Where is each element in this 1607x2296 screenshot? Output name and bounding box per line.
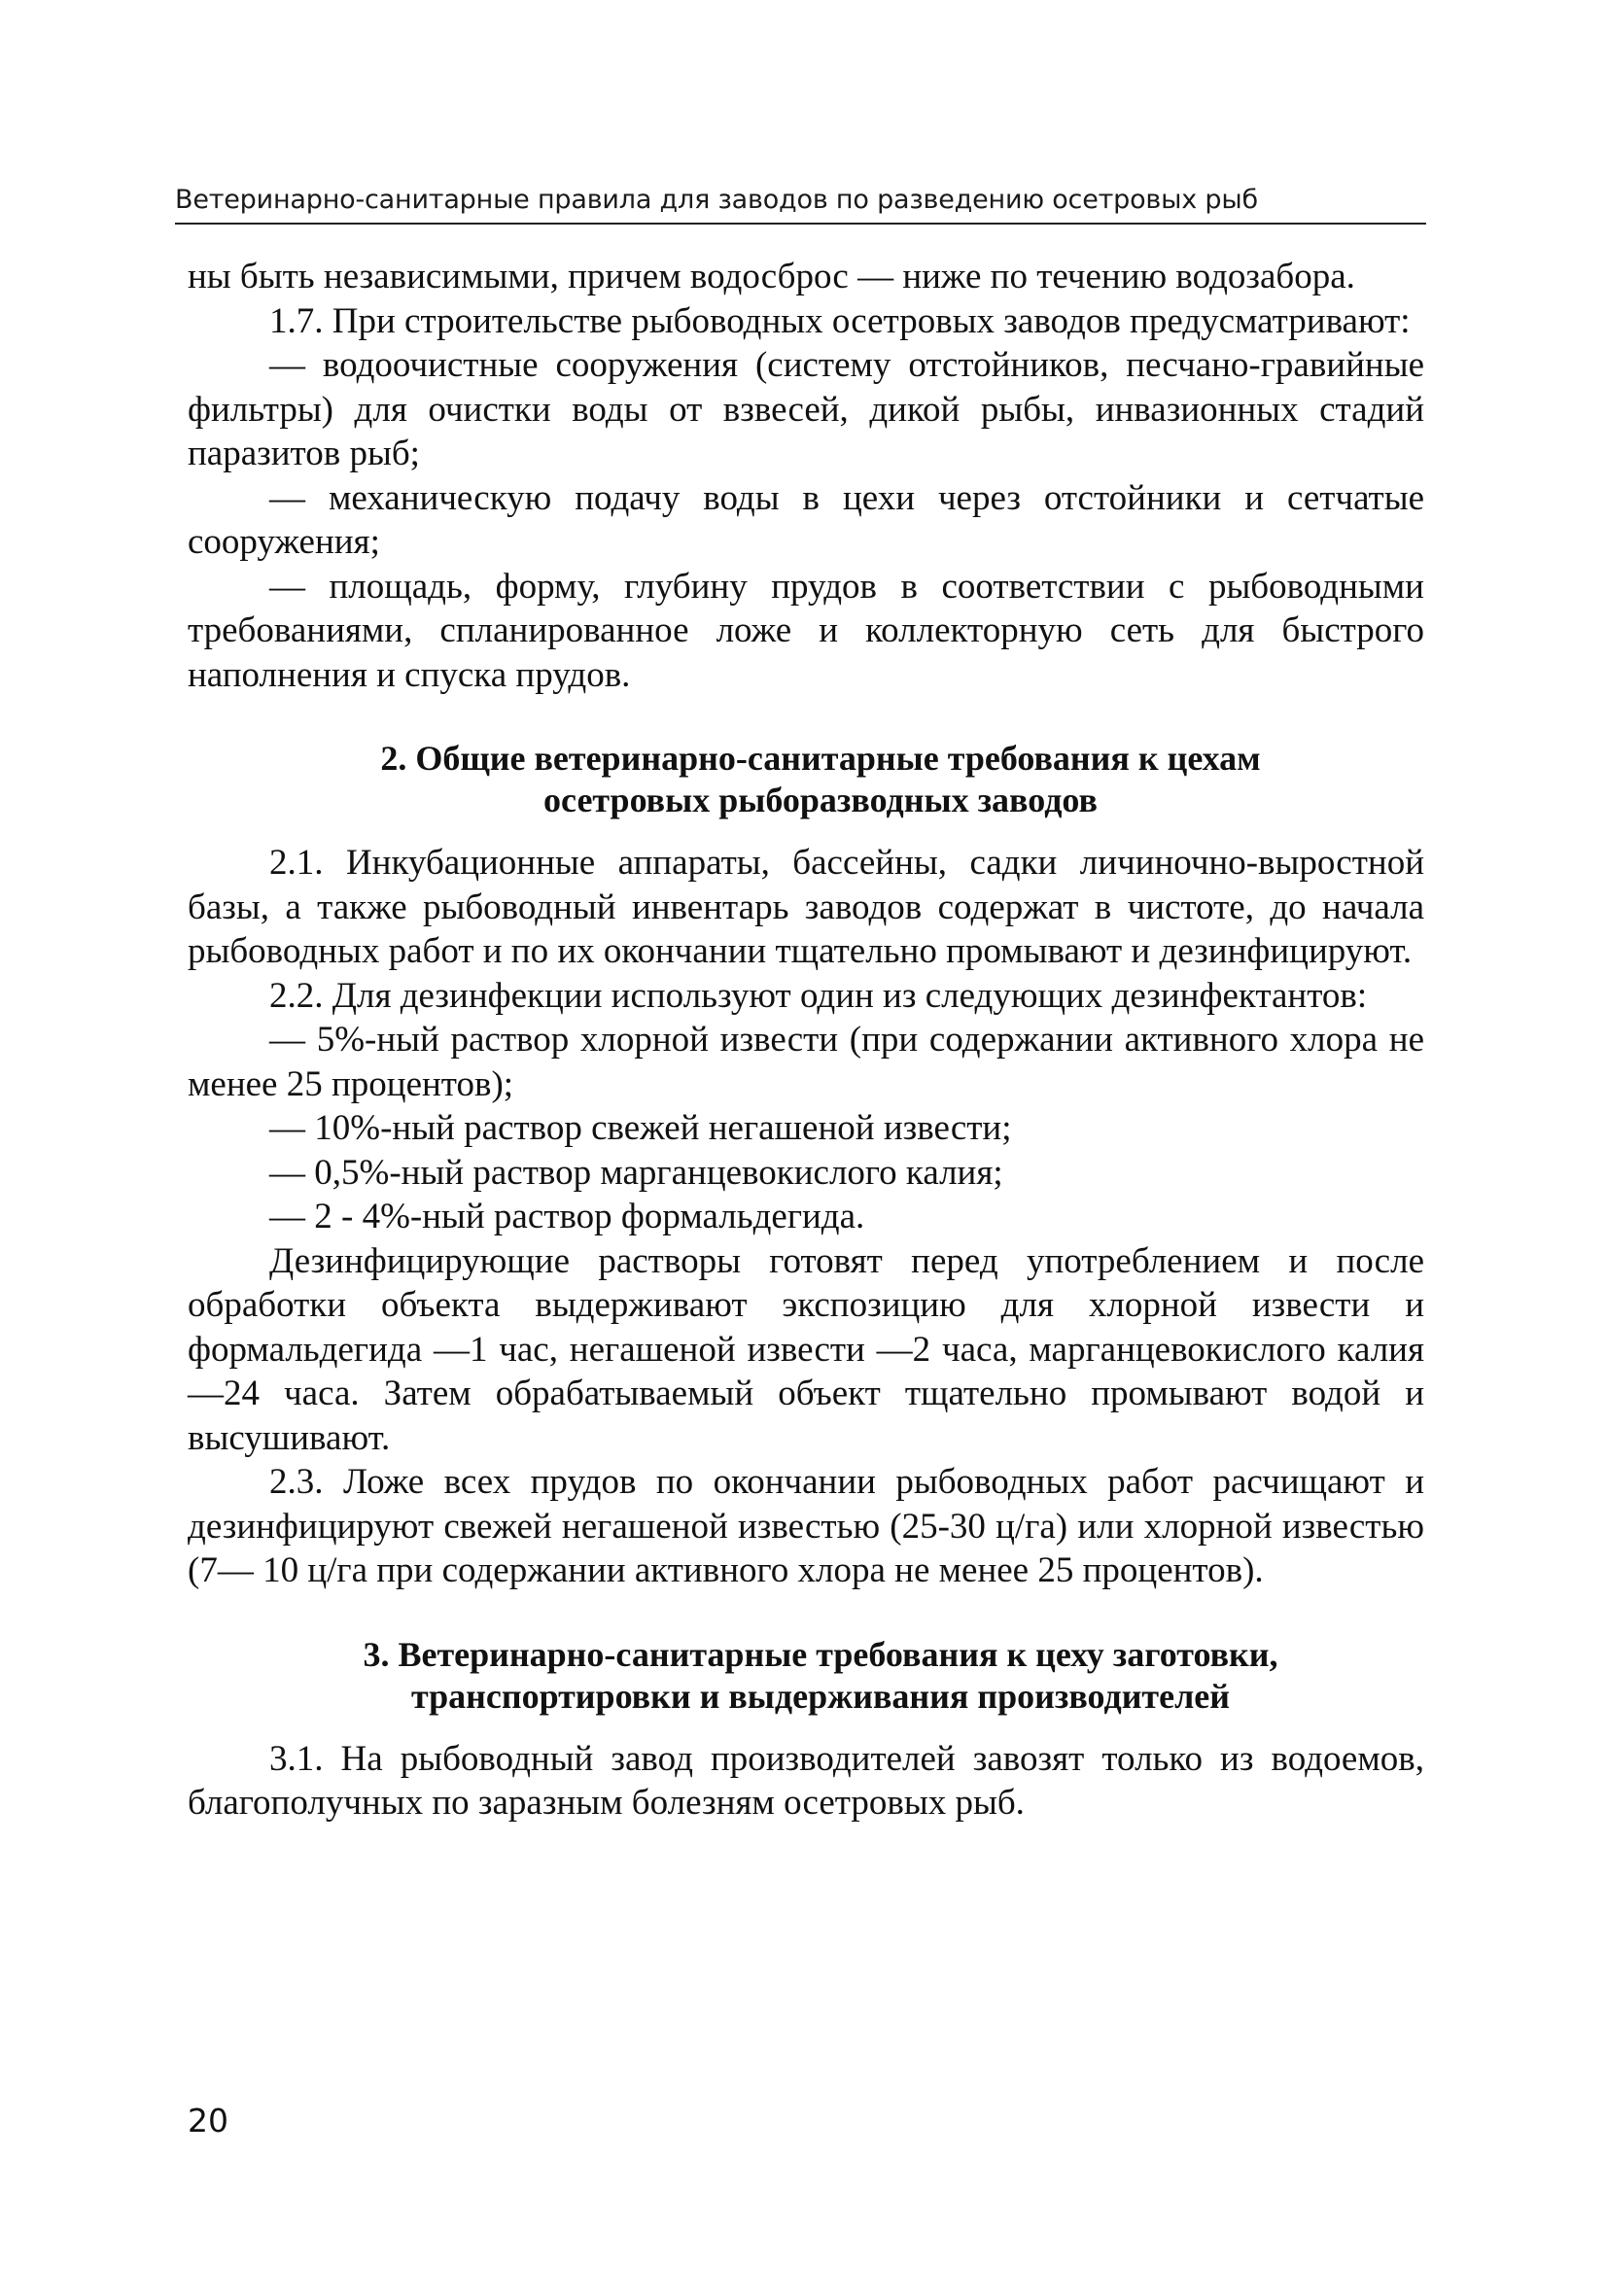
section-2-heading bbox=[188, 738, 1424, 821]
section-2-heading-line-2: осетровых рыборазводных заводов bbox=[543, 781, 1098, 819]
spacer bbox=[188, 821, 1424, 841]
list-item-water-treatment: — водоочистные сооружения (систему отстойников, песчано-гравийные фильтры) для очистки воды от взвесей, дикой рыбы, инвазионных стадий паразитов рыб; bbox=[188, 345, 1424, 473]
paragraph-2-1: 2.1. Инкубационные аппараты, бассейны, садки личиночно-выростной базы, а также рыбоводный инвентарь заводов содержат в чистоте, до начала рыбоводных работ и по их окончании тщательно промывают и дезинфицируют. bbox=[188, 843, 1424, 971]
paragraph-2-2: 2.2. Для дезинфекции используют один из следующих дезинфектантов: bbox=[269, 975, 1368, 1016]
section-3-heading-line-2: транспортировки и выдерживания производителей bbox=[410, 1676, 1231, 1716]
section-3-heading bbox=[188, 1634, 1424, 1718]
paragraph-1-7: 1.7. При строительстве рыбоводных осетровых заводов предусматривают: bbox=[269, 300, 1411, 341]
section-2-heading-line-1: 2. Общие ветеринарно-санитарные требования к цехам bbox=[380, 739, 1261, 778]
list-item-water-supply: — механическую подачу воды в цехи через отстойники и сетчатые сооружения; bbox=[188, 477, 1424, 562]
spacer bbox=[188, 1593, 1424, 1634]
running-header: Ветеринарно-санитарные правила для заводов по разведению осетровых рыб bbox=[175, 185, 1258, 215]
paragraph-2-3: 2.3. Ложе всех прудов по окончании рыбоводных работ расчищают и дезинфицируют свежей негашеной известью (25-30 ц/га) или хлорной известью (7— 10 ц/га при содержании активного хлора не менее 25 процентов). bbox=[188, 1462, 1424, 1590]
spacer bbox=[188, 1718, 1424, 1737]
page-body bbox=[188, 255, 1424, 1826]
header-rule bbox=[175, 223, 1426, 225]
paragraph-3-1: 3.1. На рыбоводный завод производителей завозят только из водоемов, благополучных по заразным болезням осетровых рыб. bbox=[188, 1738, 1424, 1823]
page-number: 20 bbox=[188, 2102, 228, 2139]
list-item-formaldehyde: — 2 - 4%-ный раствор формальдегида. bbox=[269, 1197, 865, 1236]
list-item-permanganate: — 0,5%-ный раствор марганцевокислого калия; bbox=[269, 1152, 1003, 1193]
list-item-ponds: — площадь, форму, глубину прудов в соответствии с рыбоводными требованиями, спланированное ложе и коллекторную сеть для быстрого наполнения и спуска прудов. bbox=[188, 566, 1424, 695]
list-item-quicklime: — 10%-ный раствор свежей негашеной извести; bbox=[269, 1108, 1012, 1148]
spacer bbox=[188, 697, 1424, 738]
paragraph-continuation: ны быть независимыми, причем водосброс — ниже по течению водозабора. bbox=[188, 257, 1355, 296]
list-item-chlorine-lime: — 5%-ный раствор хлорной извести (при содержании активного хлора не менее 25 процентов); bbox=[188, 1020, 1424, 1104]
paragraph-disinfection-exposure: Дезинфицирующие растворы готовят перед употреблением и после обработки объекта выдерживают экспозицию для хлорной извести и формальдегида —1 час, негашеной извести —2 часа, марганцевокислого калия —24 часа. Затем обрабатываемый объект тщательно промывают водой и высушивают. bbox=[188, 1240, 1424, 1458]
section-3-heading-line-1: 3. Ветеринарно-санитарные требования к цеху заготовки, bbox=[363, 1634, 1278, 1674]
